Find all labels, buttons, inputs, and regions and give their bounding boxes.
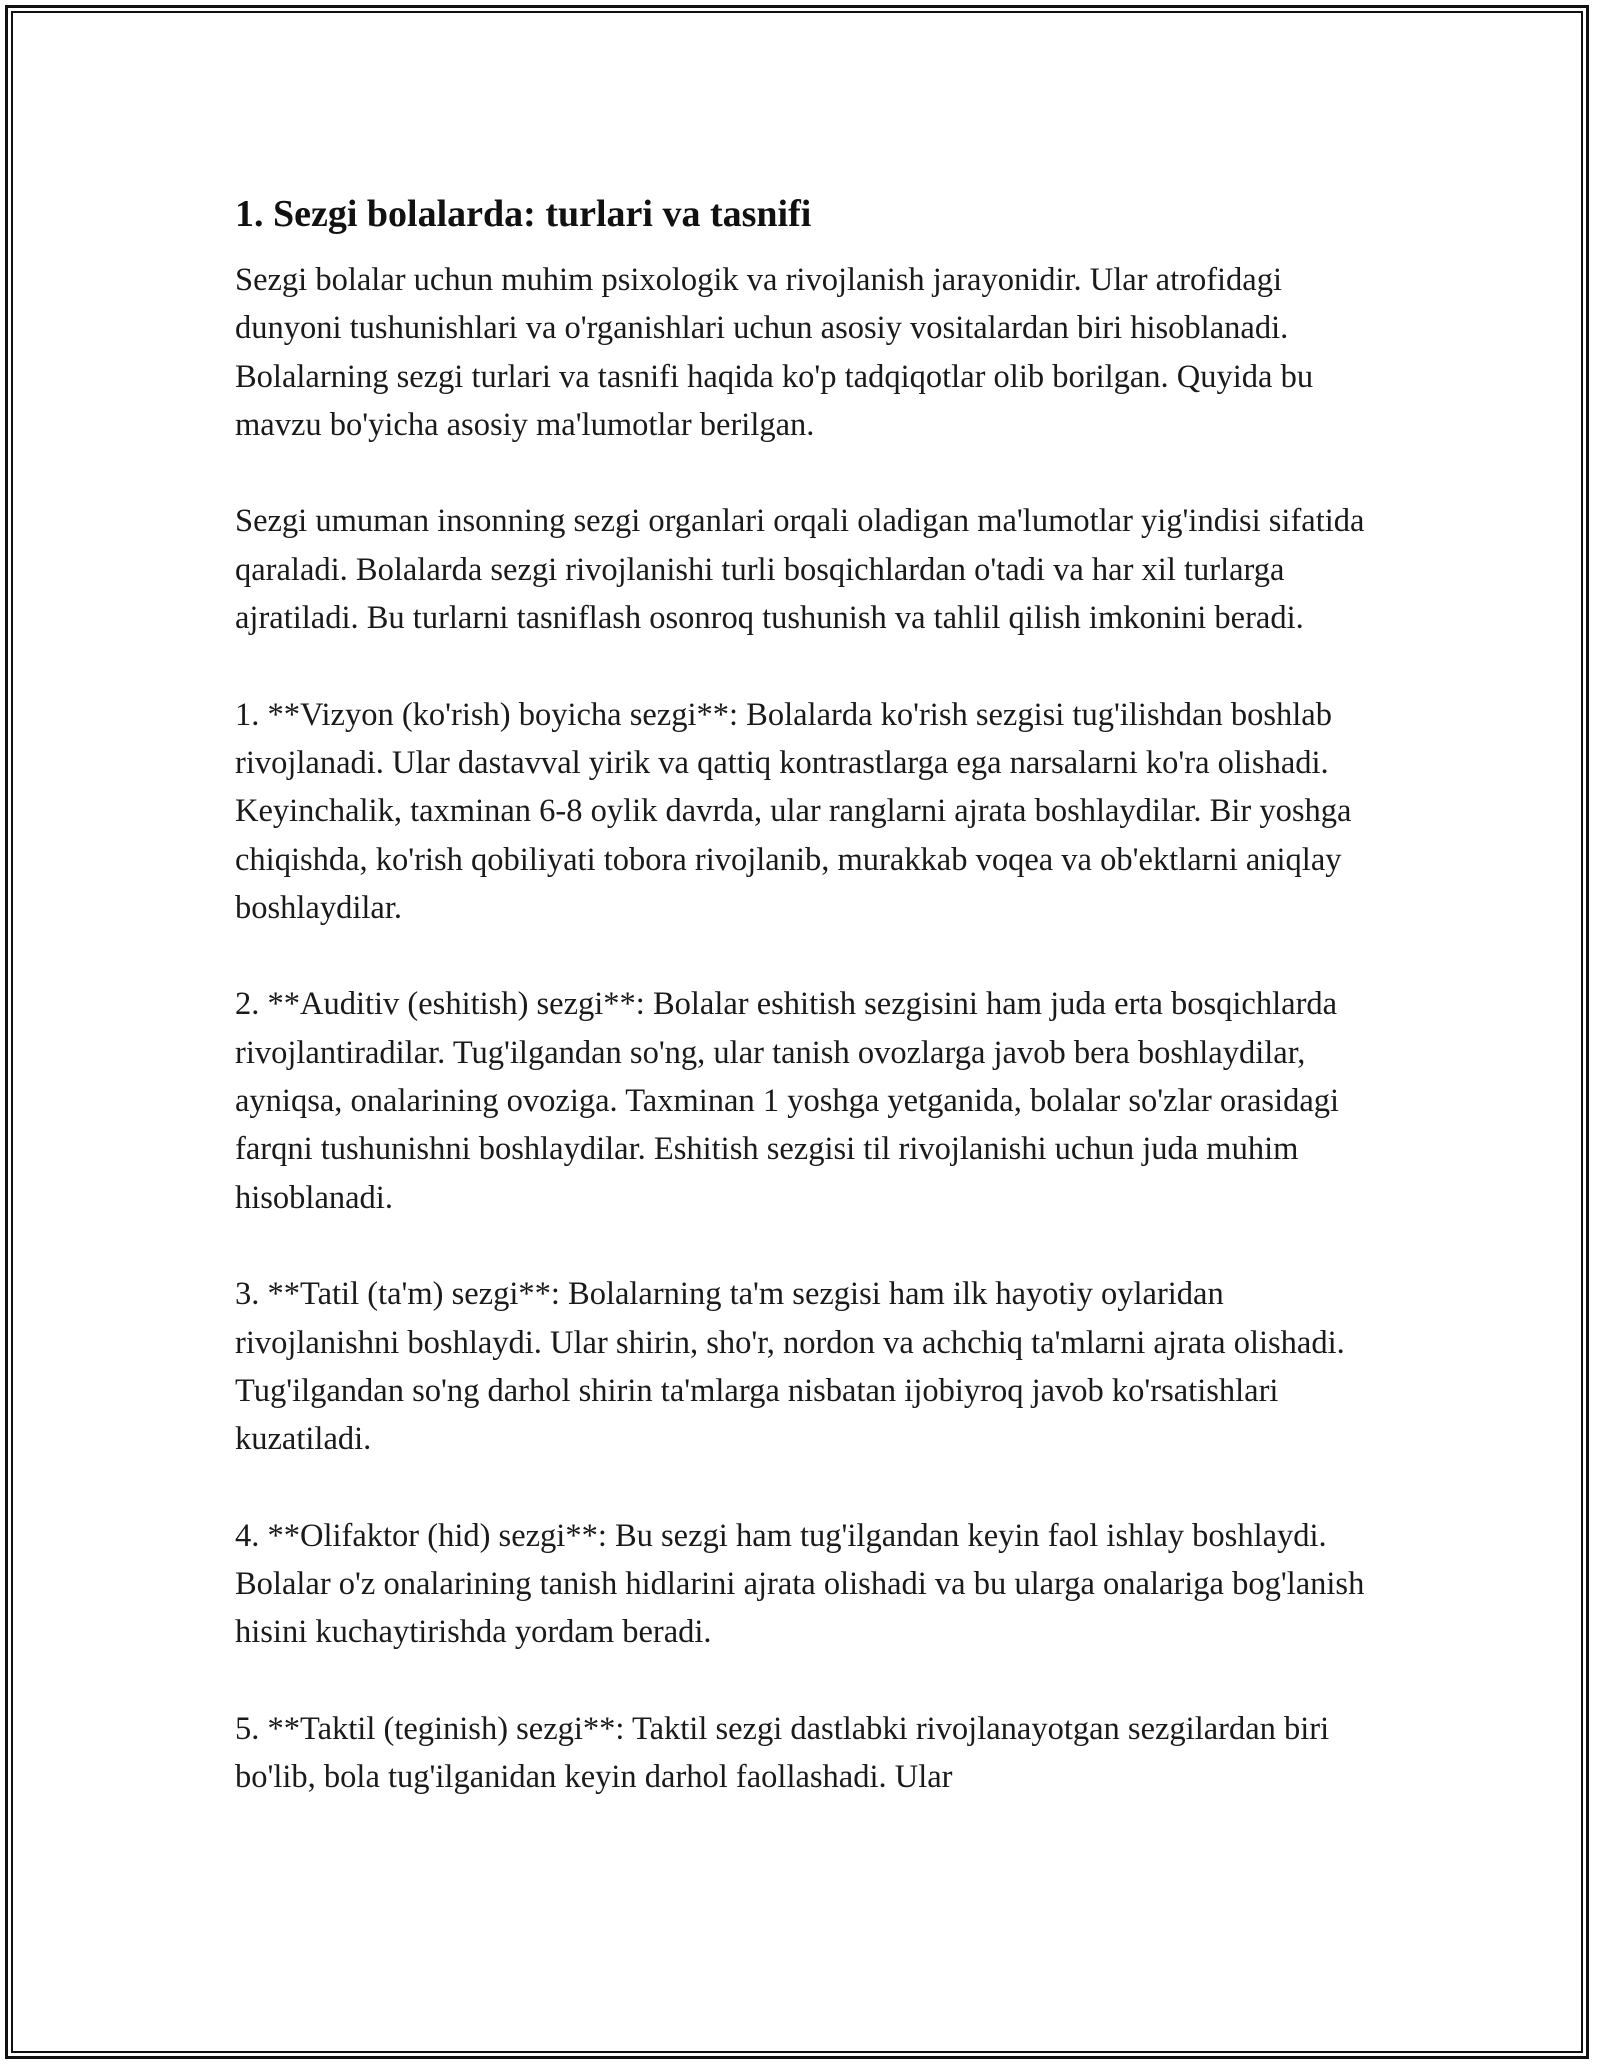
paragraph-intro: Sezgi bolalar uchun muhim psixologik va rivojlanish jarayonidir. Ular atrofidagi dunyoni tushunishlari va o'rganishlari uchun asosiy vositalardan biri hisoblanadi. Bolalarning sezgi turlari va tasnifi haqida ko'p tadqiqotlar olib borilgan. Quyida bu mavzu bo'yicha asosiy ma'lumotlar berilgan. xyxy=(235,262,1314,443)
paragraph-taste: 3. **Tatil (ta'm) sezgi**: Bolalarning ta'm sezgisi ham ilk hayotiy oylaridan rivojlanishni boshlaydi. Ular shirin, sho'r, nordon va achchiq ta'mlarni ajrata olishadi. Tug'ilgandan so'ng darhol shirin ta'mlarga nisbatan ijobiyroq javob ko'rsatishlari kuzatiladi. xyxy=(235,1276,1345,1458)
paragraph-touch: 5. **Taktil (teginish) sezgi**: Taktil sezgi dastlabki rivojlanayotgan sezgilardan biri bo'lib, bola tug'ilganidan keyin darhol faollashadi. Ular xyxy=(235,1710,1330,1796)
paragraph-vision: 1. **Vizyon (ko'rish) boyicha sezgi**: Bolalarda ko'rish sezgisi tug'ilishdan boshlab rivojlanadi. Ular dastavval yirik va qattiq kontrastlarga ega narsalarni ko'ra olishadi. Keyinchalik, taxminan 6-8 oylik davrda, ular ranglarni ajrata boshlaydilar. Bir yoshga chiqishda, ko'rish qobiliyati tobora rivojlanib, murakkab voqea va ob'ektlarni aniqlay boshlaydilar. xyxy=(235,696,1352,926)
document-title: 1. Sezgi bolalarda: turlari va tasnifi xyxy=(235,193,812,235)
paragraph-definition: Sezgi umuman insonning sezgi organlari orqali oladigan ma'lumotlar yig'indisi sifatida qaraladi. Bolalarda sezgi rivojlanishi turli bosqichlardan o'tadi va har xil turlarga ajratiladi. Bu turlarni tasniflash osonroq tushunish va tahlil qilish imkonini beradi. xyxy=(235,503,1365,637)
document-page xyxy=(235,190,1370,1850)
paragraph-smell: 4. **Olifaktor (hid) sezgi**: Bu sezgi ham tug'ilgandan keyin faol ishlay boshlaydi. Bolalar o'z onalarining tanish hidlarini ajrata olishadi va bu ularga onalariga bog'lanish hisini kuchaytirishda yordam beradi. xyxy=(235,1517,1365,1651)
paragraph-auditory: 2. **Auditiv (eshitish) sezgi**: Bolalar eshitish sezgisini ham juda erta bosqichlarda rivojlantiradilar. Tug'ilgandan so'ng, ular tanish ovozlarga javob bera boshlaydilar, ayniqsa, onalarining ovoziga. Taxminan 1 yoshga yetganida, bolalar so'zlar orasidagi farqni tushunishni boshlaydilar. Eshitish sezgisi til rivojlanishi uchun juda muhim hisoblanadi. xyxy=(235,986,1340,1216)
